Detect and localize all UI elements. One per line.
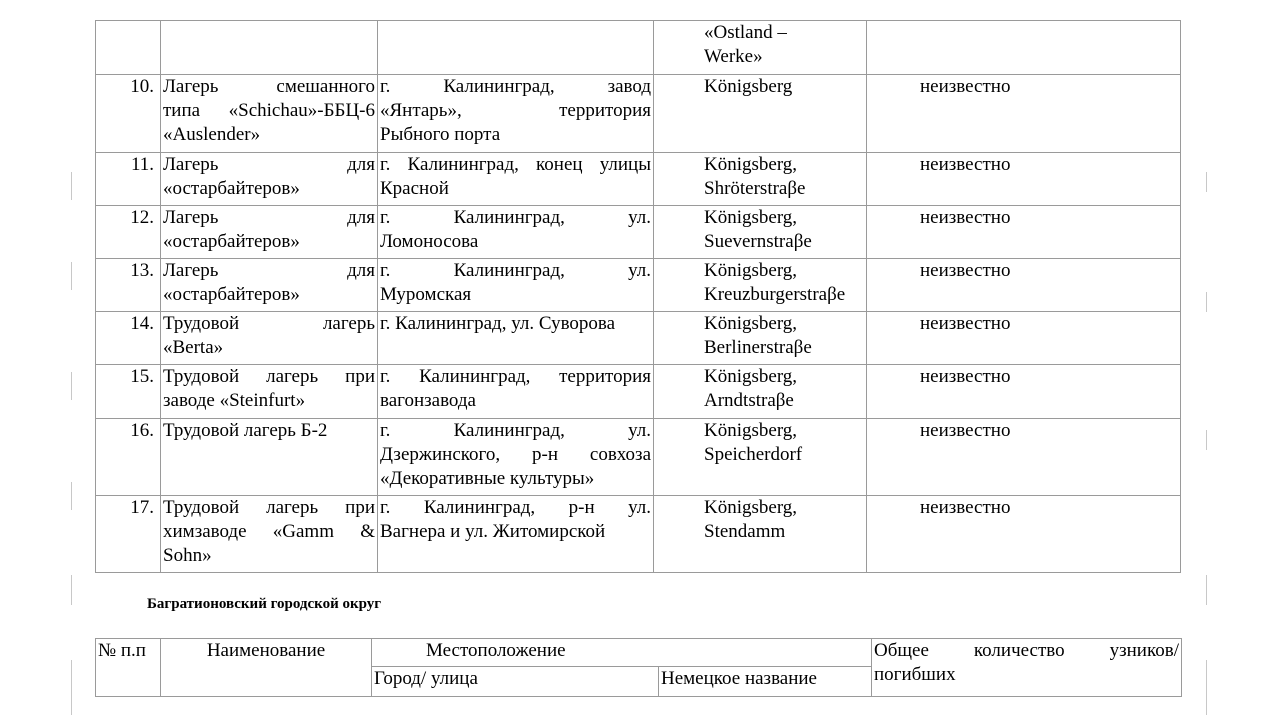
german-name-cell: «Ostland – Werke» bbox=[654, 21, 867, 75]
row-number: 14. bbox=[96, 312, 161, 365]
camp-name-cell: Лагерь для «остарбайтеров» bbox=[161, 259, 378, 312]
row-number: 11. bbox=[96, 153, 161, 206]
page-edge-mark bbox=[1206, 660, 1207, 715]
table-row bbox=[96, 496, 1181, 573]
prisoner-count-cell: неизвестно bbox=[867, 365, 1181, 419]
page-edge-mark bbox=[1206, 430, 1207, 450]
page-edge-mark bbox=[71, 482, 72, 510]
section-title: Багратионовский городской округ bbox=[147, 596, 382, 612]
location-cell: г. Калининград, ул. Дзержинского, р-н совхоза «Декоративные культуры» bbox=[378, 419, 654, 496]
page-edge-mark bbox=[71, 262, 72, 290]
page-edge-mark bbox=[1206, 172, 1207, 192]
table-row bbox=[96, 21, 1181, 75]
row-number: 13. bbox=[96, 259, 161, 312]
header-total: Общее количество узников/ погибших bbox=[872, 639, 1182, 697]
row-number: 10. bbox=[96, 75, 161, 153]
camp-name-cell bbox=[161, 21, 378, 75]
header-name: Наименование bbox=[161, 639, 372, 697]
camp-name-cell: Трудовой лагерь при заводе «Steinfurt» bbox=[161, 365, 378, 419]
location-cell: г. Калининград, завод «Янтарь», территория Рыбного порта bbox=[378, 75, 654, 153]
row-number: 17. bbox=[96, 496, 161, 573]
camp-name-cell: Лагерь смешанного типа «Schichau»-ББЦ-6 «Auslender» bbox=[161, 75, 378, 153]
location-cell: г. Калининград, территория вагонзавода bbox=[378, 365, 654, 419]
camp-name-cell: Лагерь для «остарбайтеров» bbox=[161, 153, 378, 206]
prisoner-count-cell: неизвестно bbox=[867, 496, 1181, 573]
table-row bbox=[96, 312, 1181, 365]
prisoner-count-cell: неизвестно bbox=[867, 153, 1181, 206]
table-row bbox=[96, 259, 1181, 312]
row-number: 12. bbox=[96, 206, 161, 259]
page-edge-mark bbox=[71, 575, 72, 605]
page-edge-mark bbox=[71, 660, 72, 715]
location-cell bbox=[378, 21, 654, 75]
table-row bbox=[96, 419, 1181, 496]
german-name-cell: Königsberg, Suevernstraβe bbox=[654, 206, 867, 259]
header-city-street: Город/ улица bbox=[372, 667, 659, 697]
prisoner-count-cell: неизвестно bbox=[867, 206, 1181, 259]
camps-table bbox=[95, 20, 1181, 573]
camp-name-cell: Лагерь для «остарбайтеров» bbox=[161, 206, 378, 259]
german-name-cell: Königsberg, Arndtstraβe bbox=[654, 365, 867, 419]
prisoner-count-cell: неизвестно bbox=[867, 419, 1181, 496]
prisoner-count-cell: неизвестно bbox=[867, 312, 1181, 365]
table-row bbox=[96, 153, 1181, 206]
row-number: 16. bbox=[96, 419, 161, 496]
camps-table-body bbox=[96, 21, 1181, 573]
german-name-cell: Königsberg, Speicherdorf bbox=[654, 419, 867, 496]
table-row bbox=[96, 75, 1181, 153]
prisoner-count-cell: неизвестно bbox=[867, 75, 1181, 153]
german-name-cell: Königsberg, Kreuzburgerstraβe bbox=[654, 259, 867, 312]
location-cell: г. Калининград, ул. Муромская bbox=[378, 259, 654, 312]
page-edge-mark bbox=[1206, 575, 1207, 605]
prisoner-count-cell bbox=[867, 21, 1181, 75]
bagrationovsk-table bbox=[95, 638, 1182, 697]
camp-name-cell: Трудовой лагерь Б-2 bbox=[161, 419, 378, 496]
page-edge-mark bbox=[1206, 292, 1207, 312]
location-cell: г. Калининград, ул. Суворова bbox=[378, 312, 654, 365]
header-location: Местоположение bbox=[372, 639, 872, 667]
camp-name-cell: Трудовой лагерь при химзаводе «Gamm & Sohn» bbox=[161, 496, 378, 573]
location-cell: г. Калининград, р-н ул. Вагнера и ул. Житомирской bbox=[378, 496, 654, 573]
location-cell: г. Калининград, конец улицы Красной bbox=[378, 153, 654, 206]
row-number bbox=[96, 21, 161, 75]
row-number: 15. bbox=[96, 365, 161, 419]
prisoner-count-cell: неизвестно bbox=[867, 259, 1181, 312]
header-num: № п.п bbox=[96, 639, 161, 697]
header-german-name: Немецкое название bbox=[659, 667, 872, 697]
table-row bbox=[96, 206, 1181, 259]
german-name-cell: Königsberg bbox=[654, 75, 867, 153]
page-edge-mark bbox=[71, 172, 72, 200]
camp-name-cell: Трудовой лагерь «Berta» bbox=[161, 312, 378, 365]
location-cell: г. Калининград, ул. Ломоносова bbox=[378, 206, 654, 259]
german-name-cell: Königsberg, Stendamm bbox=[654, 496, 867, 573]
german-name-cell: Königsberg, Berlinerstraβe bbox=[654, 312, 867, 365]
table-row bbox=[96, 365, 1181, 419]
page-edge-mark bbox=[71, 372, 72, 400]
german-name-cell: Königsberg, Shröterstraβe bbox=[654, 153, 867, 206]
